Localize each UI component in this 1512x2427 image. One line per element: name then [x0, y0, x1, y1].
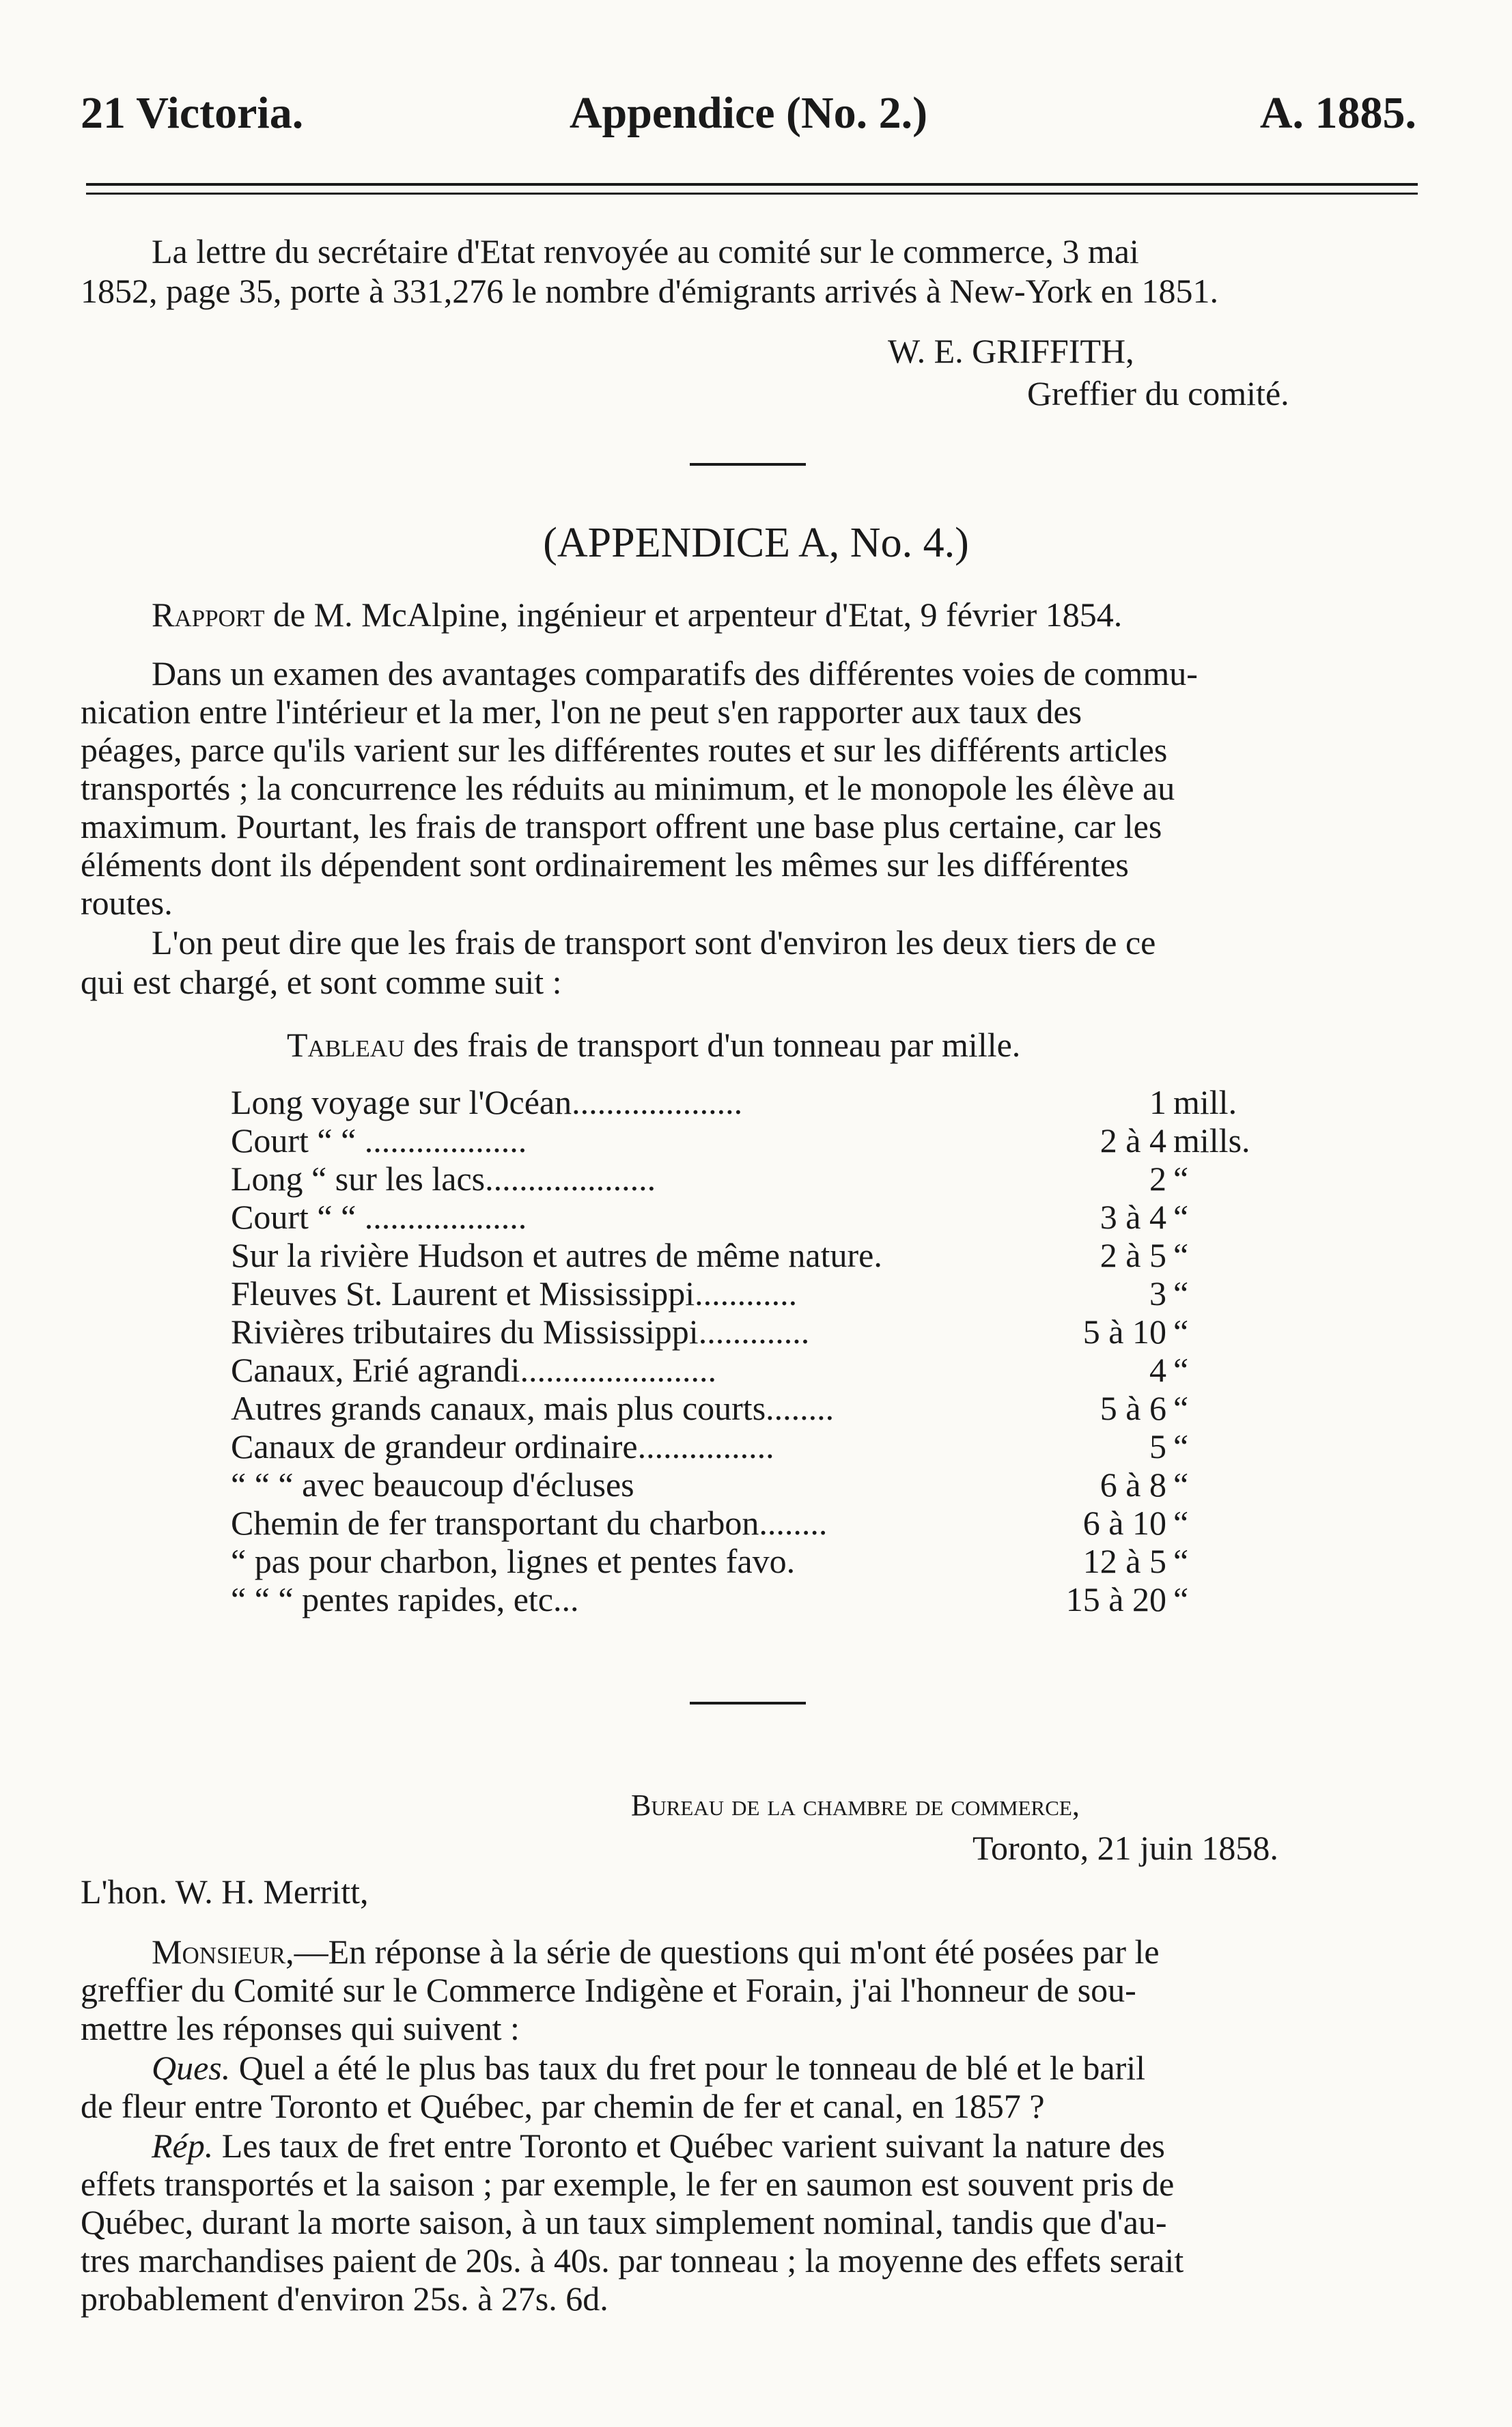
row-label: Rivières tributaires du Mississippi............. — [231, 1313, 810, 1351]
row-value: 2 à 5 — [1100, 1236, 1166, 1274]
question-label: Ques. — [152, 2049, 231, 2087]
question-first: Quel a été le plus bas taux du fret pour le tonneau de blé et le baril — [230, 2049, 1146, 2087]
table-caption-label: Tableau — [287, 1026, 405, 1064]
table-row — [231, 1351, 1283, 1389]
row-unit: “ — [1173, 1465, 1189, 1504]
header-appendix: Appendice (No. 2.) — [569, 88, 928, 138]
row-unit: “ — [1173, 1504, 1189, 1542]
row-label: Autres grands canaux, mais plus courts........ — [231, 1389, 835, 1427]
answer-line: Québec, durant la morte saison, à un taux simplement nominal, tandis que d'au- — [81, 2203, 1167, 2241]
letter-place-date: Toronto, 21 juin 1858. — [972, 1829, 1278, 1867]
row-value: 6 à 8 — [1100, 1465, 1166, 1504]
letter-p1-line: mettre les réponses qui suivent : — [81, 2009, 520, 2047]
para1-line: Dans un examen des avantages comparatifs des différentes voies de commu- — [152, 654, 1198, 692]
header-rule-bottom — [86, 193, 1418, 195]
table-row — [231, 1160, 1283, 1198]
row-label: Sur la rivière Hudson et autres de même nature. — [231, 1236, 882, 1274]
row-value: 5 — [1149, 1427, 1166, 1465]
table-row — [231, 1083, 1283, 1121]
row-unit: “ — [1173, 1427, 1189, 1465]
row-label: Long voyage sur l'Océan.................... — [231, 1083, 743, 1121]
intro-line-1: La lettre du secrétaire d'Etat renvoyée au comité sur le commerce, 3 mai — [152, 232, 1139, 270]
letter-p1-line — [152, 1933, 1160, 1971]
signature-name: W. E. GRIFFITH, — [888, 332, 1134, 370]
row-unit: “ — [1173, 1351, 1189, 1389]
question-line: de fleur entre Toronto et Québec, par chemin de fer et canal, en 1857 ? — [81, 2087, 1045, 2125]
row-label: Canaux, Erié agrandi....................... — [231, 1351, 716, 1389]
row-label: Fleuves St. Laurent et Mississippi............ — [231, 1274, 798, 1313]
table-row — [231, 1313, 1283, 1351]
answer-line — [152, 2127, 1165, 2165]
para1-line: éléments dont ils dépendent sont ordinairement les mêmes sur les différentes — [81, 845, 1129, 884]
row-label: Chemin de fer transportant du charbon........ — [231, 1504, 828, 1542]
table-row — [231, 1465, 1283, 1504]
row-unit: “ — [1173, 1160, 1189, 1198]
answer-label: Rép. — [152, 2127, 214, 2165]
header-session: 21 Victoria. — [81, 88, 304, 138]
row-unit: “ — [1173, 1274, 1189, 1313]
row-unit: “ — [1173, 1542, 1189, 1580]
letter-p1-first: —En réponse à la série de questions qui m'ont été posées par le — [294, 1933, 1160, 1971]
row-unit: mills. — [1173, 1121, 1250, 1160]
row-unit: mill. — [1173, 1083, 1237, 1121]
answer-line: tres marchandises paient de 20s. à 40s. par tonneau ; la moyenne des effets serait — [81, 2241, 1184, 2279]
row-value: 6 à 10 — [1082, 1504, 1166, 1542]
letter-salutation: Monsieur, — [152, 1933, 294, 1971]
table-row — [231, 1389, 1283, 1427]
report-label: Rapport — [152, 595, 265, 634]
table-row — [231, 1427, 1283, 1465]
running-header — [81, 87, 1416, 149]
table-row — [231, 1274, 1283, 1313]
row-value: 12 à 5 — [1082, 1542, 1166, 1580]
row-value: 5 à 6 — [1100, 1389, 1166, 1427]
question-line — [152, 2049, 1145, 2087]
signature-title: Greffier du comité. — [1027, 374, 1289, 412]
report-line — [152, 595, 1122, 634]
section-divider-2 — [690, 1702, 806, 1704]
row-value: 15 à 20 — [1065, 1580, 1166, 1618]
para1-line: routes. — [81, 884, 173, 922]
row-label: Long “ sur les lacs.................... — [231, 1160, 656, 1198]
table-caption-rest: des frais de transport d'un tonneau par mille. — [404, 1026, 1021, 1064]
row-value: 5 à 10 — [1082, 1313, 1166, 1351]
row-label: Court “ “ ................... — [231, 1121, 527, 1160]
letter-p1-line: greffier du Comité sur le Commerce Indigène et Forain, j'ai l'honneur de sou- — [81, 1971, 1136, 2009]
answer-first: Les taux de fret entre Toronto et Québec varient suivant la nature des — [213, 2127, 1165, 2165]
intro-line-2: 1852, page 35, porte à 331,276 le nombre d'émigrants arrivés à New-York en 1851. — [81, 272, 1219, 310]
para2-line: qui est chargé, et sont comme suit : — [81, 963, 562, 1001]
row-value: 2 à 4 — [1100, 1121, 1166, 1160]
row-value: 3 à 4 — [1100, 1198, 1166, 1236]
appendix-title: (APPENDICE A, No. 4.) — [543, 520, 969, 566]
row-label: Canaux de grandeur ordinaire................ — [231, 1427, 774, 1465]
para1-line: transportés ; la concurrence les réduits au minimum, et le monopole les élève au — [81, 769, 1175, 807]
report-rest: de M. McAlpine, ingénieur et arpenteur d'Etat, 9 février 1854. — [264, 595, 1123, 634]
section-divider-1 — [690, 463, 806, 466]
letter-bureau: Bureau de la chambre de commerce, — [631, 1788, 1080, 1822]
row-value: 2 — [1149, 1160, 1166, 1198]
answer-line: probablement d'environ 25s. à 27s. 6d. — [81, 2279, 608, 2318]
row-unit: “ — [1173, 1389, 1189, 1427]
row-value: 4 — [1149, 1351, 1166, 1389]
table-row — [231, 1504, 1283, 1542]
para1-line: péages, parce qu'ils varient sur les différentes routes et sur les différents articles — [81, 731, 1168, 769]
header-year: A. 1885. — [1259, 88, 1416, 138]
row-unit: “ — [1173, 1313, 1189, 1351]
row-unit: “ — [1173, 1236, 1189, 1274]
table-row — [231, 1542, 1283, 1580]
row-value: 1 — [1149, 1083, 1166, 1121]
row-value: 3 — [1149, 1274, 1166, 1313]
row-label: Court “ “ ................... — [231, 1198, 527, 1236]
row-unit: “ — [1173, 1198, 1189, 1236]
answer-line: effets transportés et la saison ; par exemple, le fer en saumon est souvent pris de — [81, 2165, 1175, 2203]
table-row — [231, 1580, 1283, 1618]
para1-line: nication entre l'intérieur et la mer, l'on ne peut s'en rapporter aux taux des — [81, 692, 1082, 731]
table-caption — [287, 1026, 1020, 1064]
para2-line: L'on peut dire que les frais de transport sont d'environ les deux tiers de ce — [152, 923, 1156, 962]
table-row — [231, 1121, 1283, 1160]
row-label: “ “ “ pentes rapides, etc... — [231, 1580, 579, 1618]
para1-line: maximum. Pourtant, les frais de transport offrent une base plus certaine, car les — [81, 807, 1162, 845]
header-rule-top — [86, 183, 1418, 186]
row-label: “ “ “ avec beaucoup d'écluses — [231, 1465, 634, 1504]
letter-addressee: L'hon. W. H. Merritt, — [81, 1872, 369, 1911]
table-row — [231, 1236, 1283, 1274]
row-label: “ pas pour charbon, lignes et pentes favo. — [231, 1542, 796, 1580]
row-unit: “ — [1173, 1580, 1189, 1618]
table-row — [231, 1198, 1283, 1236]
